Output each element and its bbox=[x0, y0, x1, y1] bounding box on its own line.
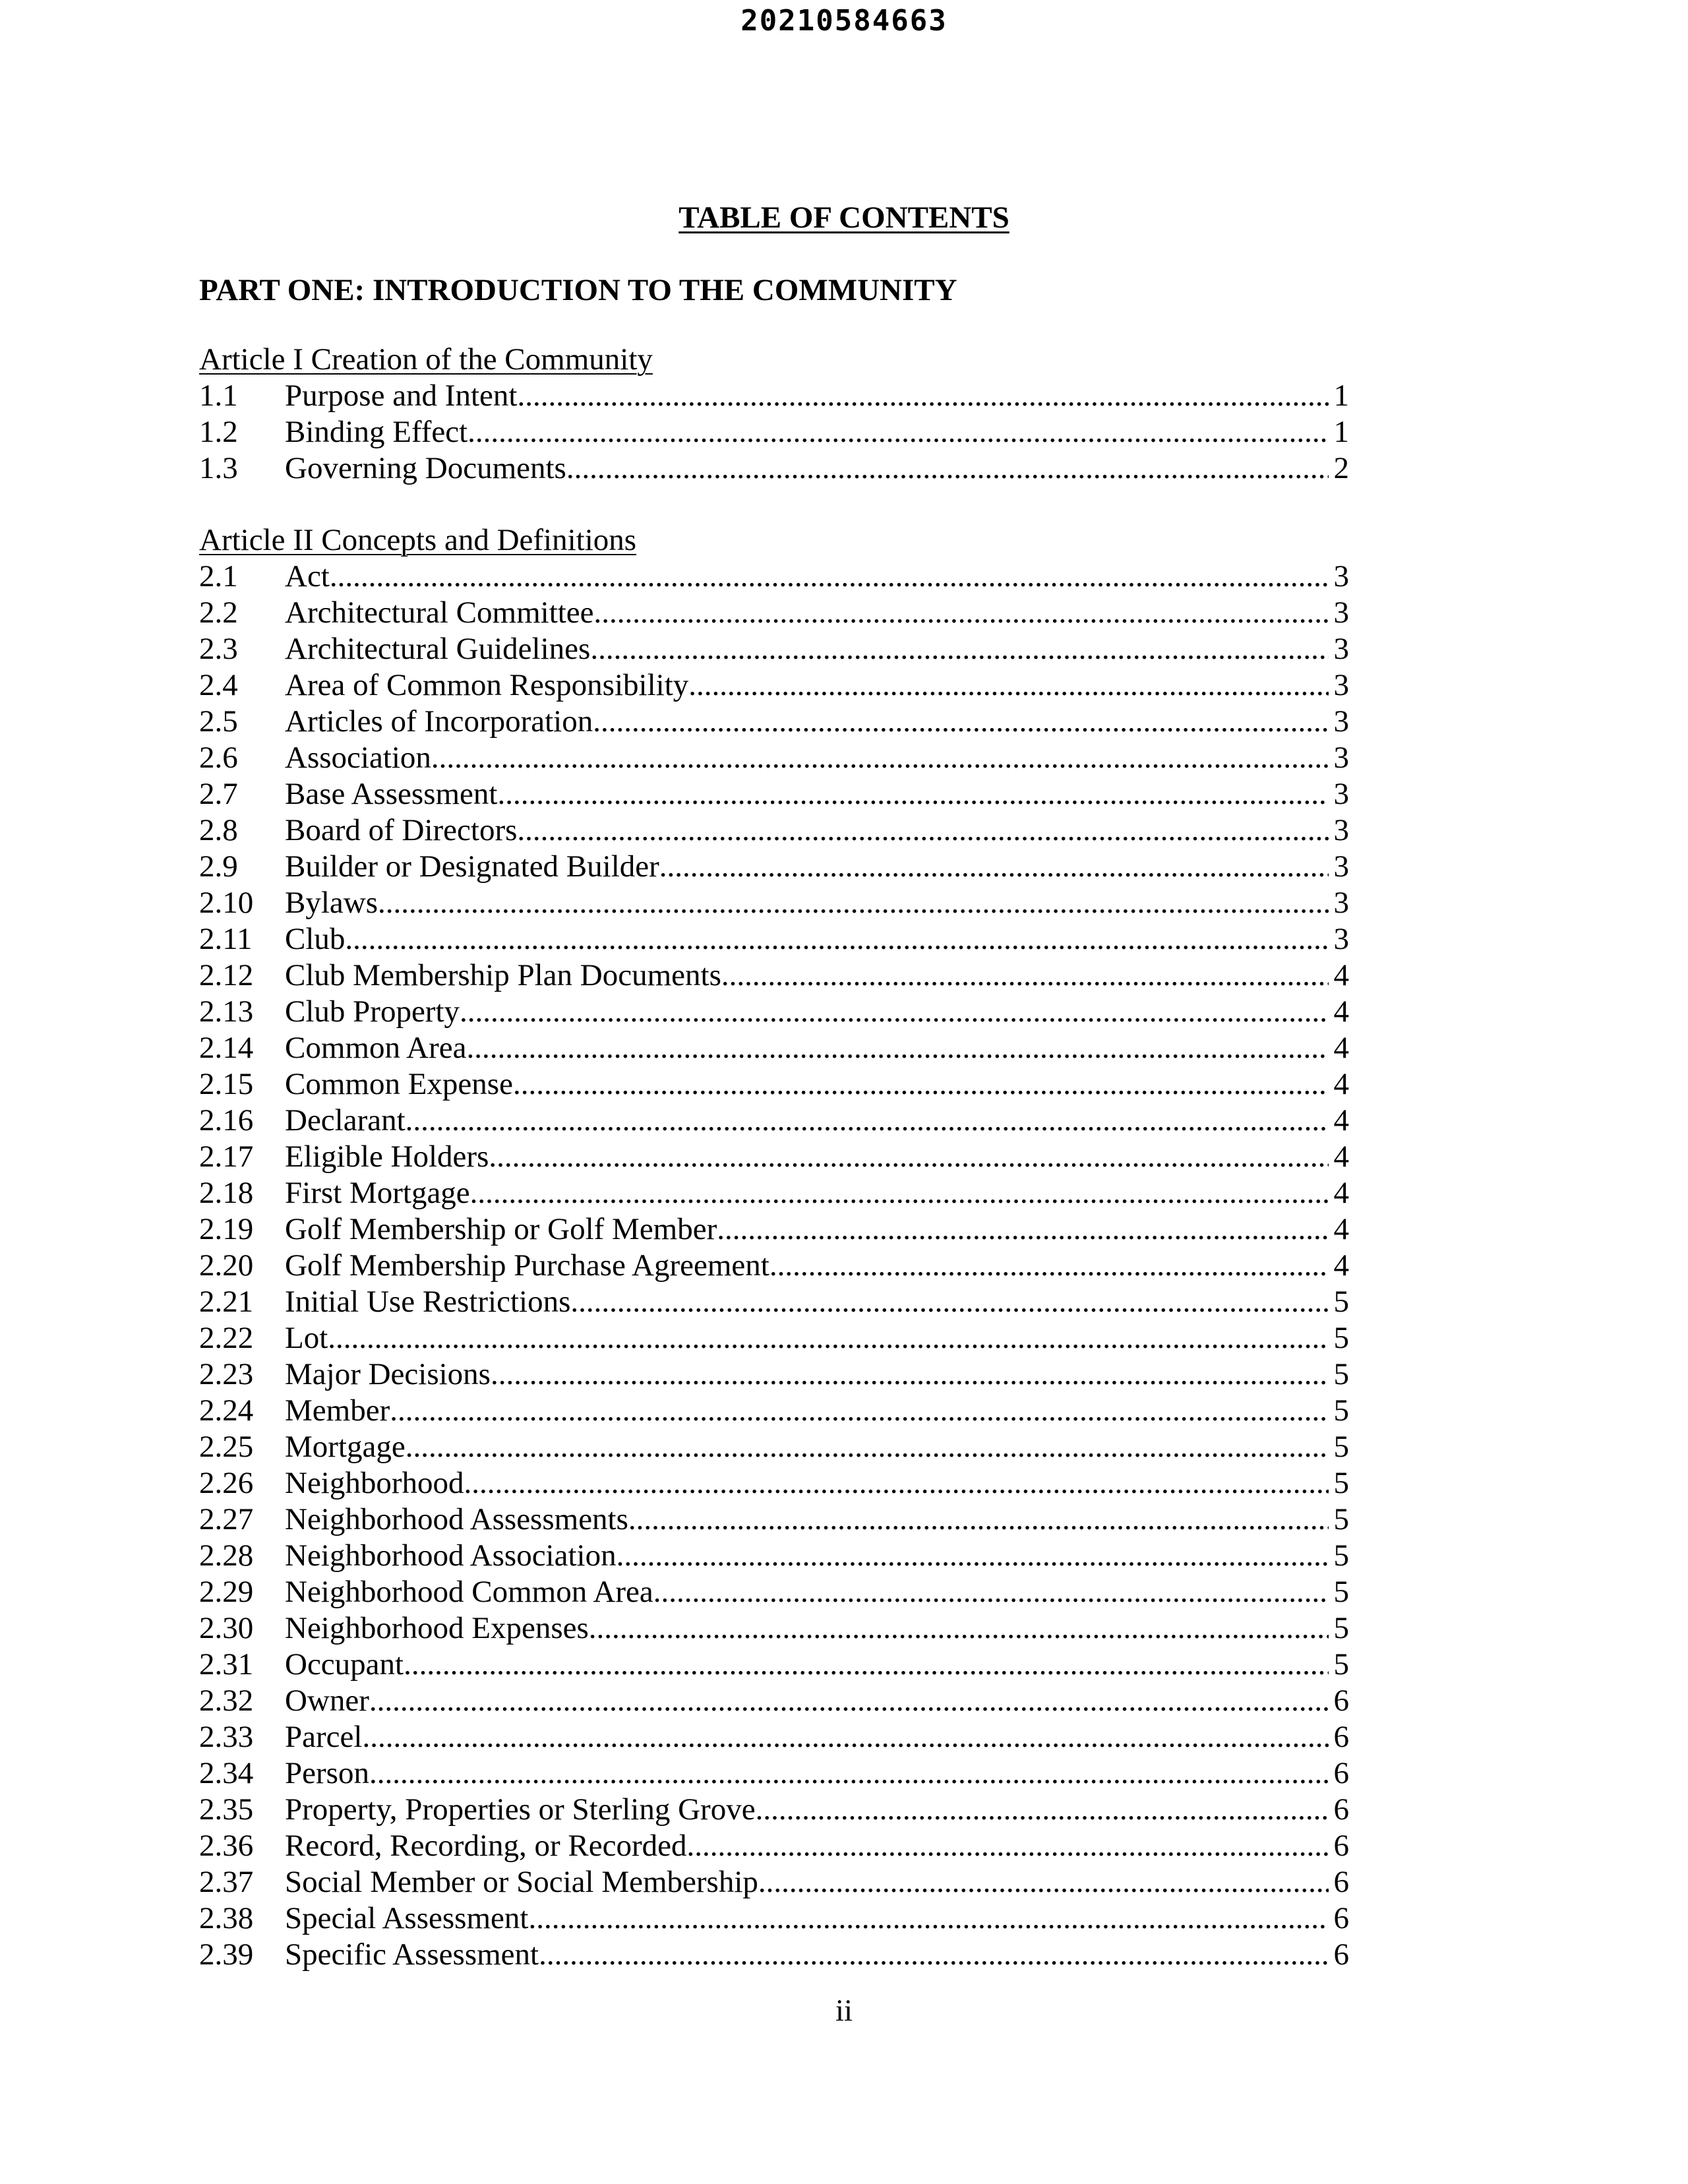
toc-entry bbox=[199, 1937, 1349, 1973]
toc-entry-title: Owner bbox=[285, 1684, 369, 1718]
toc-entry-number: 1.1 bbox=[199, 379, 238, 413]
toc-entry-title: Club bbox=[285, 922, 346, 956]
dot-leader bbox=[659, 849, 1329, 885]
toc-entry bbox=[199, 1465, 1349, 1502]
toc-entry-page: 3 bbox=[1333, 777, 1349, 811]
toc-entry-number: 2.9 bbox=[199, 849, 238, 884]
toc-entry-title: Parcel bbox=[285, 1720, 363, 1754]
toc-entry-page: 4 bbox=[1333, 1212, 1349, 1246]
toc-entry bbox=[199, 1211, 1349, 1248]
toc-entry-page: 5 bbox=[1333, 1575, 1349, 1609]
toc-entry-title: Property, Properties or Sterling Grove bbox=[285, 1792, 756, 1827]
toc-entry-title: Base Assessment bbox=[285, 777, 498, 811]
toc-entry-page: 5 bbox=[1333, 1611, 1349, 1645]
dot-leader bbox=[345, 921, 1328, 957]
dot-leader bbox=[390, 1393, 1328, 1429]
toc-entry-page: 6 bbox=[1333, 1865, 1349, 1899]
toc-entry-number: 2.6 bbox=[199, 741, 238, 775]
dot-leader bbox=[758, 1864, 1329, 1900]
toc-entry-title: Eligible Holders bbox=[285, 1139, 489, 1174]
toc-entry-page: 3 bbox=[1333, 632, 1349, 666]
toc-entry-number: 2.27 bbox=[199, 1502, 254, 1536]
toc-entry bbox=[199, 1502, 1349, 1538]
dot-leader bbox=[589, 1610, 1329, 1647]
toc-entry-number: 2.1 bbox=[199, 559, 238, 593]
dot-leader bbox=[566, 450, 1329, 487]
toc-entry bbox=[199, 1030, 1349, 1066]
toc-entry bbox=[199, 1429, 1349, 1465]
toc-entry bbox=[199, 631, 1349, 667]
dot-leader bbox=[362, 1719, 1328, 1755]
dot-leader bbox=[617, 1538, 1329, 1574]
toc-entry bbox=[199, 1248, 1349, 1284]
toc-entry-title: Architectural Guidelines bbox=[285, 632, 591, 666]
dot-leader bbox=[404, 1647, 1328, 1683]
toc-entry-page: 6 bbox=[1333, 1792, 1349, 1827]
toc-entry-number: 2.19 bbox=[199, 1212, 254, 1246]
dot-leader bbox=[513, 1066, 1329, 1103]
toc-entry-number: 2.23 bbox=[199, 1357, 254, 1391]
dot-leader bbox=[460, 994, 1328, 1030]
toc-entry-title: Builder or Designated Builder bbox=[285, 849, 659, 884]
toc-entry-title: Binding Effect bbox=[285, 415, 468, 449]
toc-entry bbox=[199, 849, 1349, 885]
toc-entry bbox=[199, 1139, 1349, 1175]
toc-entry bbox=[199, 1719, 1349, 1755]
toc-entry-number: 2.35 bbox=[199, 1792, 254, 1827]
toc-entry-page: 5 bbox=[1333, 1466, 1349, 1500]
page-number: ii bbox=[835, 1993, 853, 2028]
part-heading: PART ONE: INTRODUCTION TO THE COMMUNITY bbox=[199, 273, 957, 307]
toc-entry-page: 4 bbox=[1333, 1248, 1349, 1283]
toc-entry-number: 1.2 bbox=[199, 415, 238, 449]
toc-entry-number: 2.16 bbox=[199, 1103, 254, 1138]
toc-entry bbox=[199, 776, 1349, 812]
toc-entry-title: Neighborhood Assessments bbox=[285, 1502, 628, 1536]
dot-leader bbox=[769, 1248, 1329, 1284]
toc-entry-page: 1 bbox=[1333, 415, 1349, 449]
toc-entry-number: 2.5 bbox=[199, 704, 238, 739]
dot-leader bbox=[328, 1320, 1328, 1356]
toc-entry-title: Neighborhood bbox=[285, 1466, 464, 1500]
dot-leader bbox=[378, 885, 1329, 921]
toc-entry-number: 2.26 bbox=[199, 1466, 254, 1500]
dot-leader bbox=[466, 1030, 1328, 1066]
toc-entry-page: 3 bbox=[1333, 559, 1349, 593]
toc-entry-number: 2.31 bbox=[199, 1647, 254, 1682]
toc-entry-page: 5 bbox=[1333, 1321, 1349, 1355]
toc-entry-number: 2.10 bbox=[199, 886, 254, 920]
toc-entry bbox=[199, 450, 1349, 487]
toc-entry bbox=[199, 740, 1349, 776]
toc-entry-page: 5 bbox=[1333, 1538, 1349, 1573]
toc-entry-page: 4 bbox=[1333, 1139, 1349, 1174]
toc-entry-title: Purpose and Intent bbox=[285, 379, 518, 413]
toc-entry-page: 3 bbox=[1333, 595, 1349, 630]
toc-entry-page: 6 bbox=[1333, 1901, 1349, 1935]
toc-entry-number: 2.29 bbox=[199, 1575, 254, 1609]
toc-entry-title: Golf Membership Purchase Agreement bbox=[285, 1248, 769, 1283]
dot-leader bbox=[653, 1574, 1329, 1610]
toc-entry-number: 2.7 bbox=[199, 777, 238, 811]
toc-entry bbox=[199, 1066, 1349, 1103]
toc-entry-title: First Mortgage bbox=[285, 1176, 470, 1210]
toc-entry-title: Initial Use Restrictions bbox=[285, 1285, 571, 1319]
toc-entry-title: Social Member or Social Membership bbox=[285, 1865, 758, 1899]
toc-entry bbox=[199, 378, 1349, 414]
toc-entry-number: 2.13 bbox=[199, 994, 254, 1029]
toc-entry bbox=[199, 1175, 1349, 1211]
toc-title: TABLE OF CONTENTS bbox=[678, 200, 1010, 235]
toc-entry-number: 2.20 bbox=[199, 1248, 254, 1283]
toc-entry-number: 2.3 bbox=[199, 632, 238, 666]
toc-entry-number: 2.21 bbox=[199, 1285, 254, 1319]
dot-leader bbox=[431, 740, 1329, 776]
toc-entry-number: 2.34 bbox=[199, 1756, 254, 1790]
toc-entry-page: 6 bbox=[1333, 1756, 1349, 1790]
toc-entry-page: 4 bbox=[1333, 1067, 1349, 1101]
toc-entry-page: 4 bbox=[1333, 1103, 1349, 1138]
toc-entry-title: Neighborhood Association bbox=[285, 1538, 617, 1573]
toc-entry bbox=[199, 414, 1349, 450]
dot-leader bbox=[470, 1175, 1329, 1211]
toc-entry-page: 6 bbox=[1333, 1937, 1349, 1972]
toc-entry-number: 1.3 bbox=[199, 451, 238, 485]
toc-entry bbox=[199, 885, 1349, 921]
toc-entry-number: 2.32 bbox=[199, 1684, 254, 1718]
toc-entry-page: 3 bbox=[1333, 886, 1349, 920]
toc-entry bbox=[199, 1864, 1349, 1900]
toc-entry-number: 2.12 bbox=[199, 958, 254, 992]
toc-entry-title: Occupant bbox=[285, 1647, 404, 1682]
article-heading: Article II Concepts and Definitions bbox=[199, 523, 637, 557]
dot-leader bbox=[628, 1502, 1329, 1538]
toc-entry bbox=[199, 1356, 1349, 1393]
toc-entry-page: 5 bbox=[1333, 1430, 1349, 1464]
toc-entry-number: 2.17 bbox=[199, 1139, 254, 1174]
toc-entry bbox=[199, 994, 1349, 1030]
dot-leader bbox=[406, 1103, 1329, 1139]
toc-entry-number: 2.18 bbox=[199, 1176, 254, 1210]
toc-entry bbox=[199, 1792, 1349, 1828]
toc-entry-title: Club Property bbox=[285, 994, 460, 1029]
dot-leader bbox=[590, 631, 1328, 667]
toc-entry bbox=[199, 1755, 1349, 1792]
dot-leader bbox=[570, 1284, 1328, 1320]
toc-entry-title: Club Membership Plan Documents bbox=[285, 958, 721, 992]
dot-leader bbox=[593, 704, 1328, 740]
toc-entry-title: Golf Membership or Golf Member bbox=[285, 1212, 717, 1246]
toc-entry bbox=[199, 1683, 1349, 1719]
dot-leader bbox=[489, 1139, 1328, 1175]
toc-entry-title: Bylaws bbox=[285, 886, 378, 920]
toc-entry-title: Special Assessment bbox=[285, 1901, 529, 1935]
toc-entry-page: 5 bbox=[1333, 1647, 1349, 1682]
toc-entry bbox=[199, 1900, 1349, 1937]
dot-leader bbox=[497, 776, 1328, 812]
toc-entry-number: 2.30 bbox=[199, 1611, 254, 1645]
toc-entry-number: 2.22 bbox=[199, 1321, 254, 1355]
article-heading: Article I Creation of the Community bbox=[199, 342, 653, 377]
dot-leader bbox=[688, 667, 1328, 704]
toc-entry-title: Member bbox=[285, 1393, 390, 1428]
toc-entry-number: 2.39 bbox=[199, 1937, 254, 1972]
toc-entry-title: Neighborhood Expenses bbox=[285, 1611, 589, 1645]
toc-entry-page: 4 bbox=[1333, 1031, 1349, 1065]
toc-entry-number: 2.33 bbox=[199, 1720, 254, 1754]
toc-list bbox=[199, 378, 1349, 487]
dot-leader bbox=[369, 1683, 1329, 1719]
toc-list bbox=[199, 559, 1349, 1973]
toc-entry-page: 1 bbox=[1333, 379, 1349, 413]
document-number: 20210584663 bbox=[740, 4, 948, 38]
toc-entry-number: 2.14 bbox=[199, 1031, 254, 1065]
dot-leader bbox=[464, 1465, 1329, 1502]
toc-entry-title: Act bbox=[285, 559, 330, 593]
toc-entry-number: 2.28 bbox=[199, 1538, 254, 1573]
toc-entry bbox=[199, 1647, 1349, 1683]
toc-entry-title: Common Expense bbox=[285, 1067, 513, 1101]
toc-entry-number: 2.15 bbox=[199, 1067, 254, 1101]
toc-entry-number: 2.36 bbox=[199, 1829, 254, 1863]
toc-entry bbox=[199, 1320, 1349, 1356]
dot-leader bbox=[406, 1429, 1329, 1465]
toc-entry bbox=[199, 559, 1349, 595]
toc-entry-page: 5 bbox=[1333, 1285, 1349, 1319]
toc-entry-title: Neighborhood Common Area bbox=[285, 1575, 653, 1609]
toc-entry-title: Common Area bbox=[285, 1031, 467, 1065]
toc-entry-number: 2.37 bbox=[199, 1865, 254, 1899]
toc-entry-page: 3 bbox=[1333, 813, 1349, 847]
toc-entry-page: 3 bbox=[1333, 704, 1349, 739]
toc-entry-title: Board of Directors bbox=[285, 813, 518, 847]
toc-entry-page: 3 bbox=[1333, 922, 1349, 956]
toc-entry-page: 4 bbox=[1333, 1176, 1349, 1210]
toc-entry-title: Mortgage bbox=[285, 1430, 406, 1464]
dot-leader bbox=[369, 1755, 1329, 1792]
toc-entry bbox=[199, 1828, 1349, 1864]
toc-entry-number: 2.2 bbox=[199, 595, 238, 630]
toc-entry-number: 2.11 bbox=[199, 922, 253, 956]
toc-entry-title: Association bbox=[285, 741, 431, 775]
toc-entry-title: Major Decisions bbox=[285, 1357, 491, 1391]
toc-entry-title: Record, Recording, or Recorded bbox=[285, 1829, 687, 1863]
toc-entry-page: 3 bbox=[1333, 668, 1349, 702]
toc-entry-title: Articles of Incorporation bbox=[285, 704, 593, 739]
dot-leader bbox=[721, 957, 1329, 994]
toc-entry bbox=[199, 595, 1349, 631]
toc-entry-page: 6 bbox=[1333, 1829, 1349, 1863]
dot-leader bbox=[594, 595, 1329, 631]
toc-entry-title: Governing Documents bbox=[285, 451, 566, 485]
dot-leader bbox=[517, 812, 1328, 849]
toc-entry-page: 4 bbox=[1333, 994, 1349, 1029]
toc-entry bbox=[199, 1103, 1349, 1139]
toc-entry bbox=[199, 957, 1349, 994]
toc-entry-page: 2 bbox=[1333, 451, 1349, 485]
toc-entry-page: 5 bbox=[1333, 1502, 1349, 1536]
dot-leader bbox=[491, 1356, 1329, 1393]
toc-entry-title: Specific Assessment bbox=[285, 1937, 539, 1972]
toc-entry bbox=[199, 1610, 1349, 1647]
toc-entry-title: Declarant bbox=[285, 1103, 406, 1138]
toc-entry-number: 2.25 bbox=[199, 1430, 254, 1464]
toc-entry-number: 2.38 bbox=[199, 1901, 254, 1935]
toc-entry-number: 2.8 bbox=[199, 813, 238, 847]
dot-leader bbox=[528, 1900, 1328, 1937]
toc-entry-number: 2.4 bbox=[199, 668, 238, 702]
toc-entry-page: 5 bbox=[1333, 1357, 1349, 1391]
toc-entry bbox=[199, 704, 1349, 740]
dot-leader bbox=[517, 378, 1328, 414]
toc-entry-title: Area of Common Responsibility bbox=[285, 668, 689, 702]
toc-entry-page: 3 bbox=[1333, 741, 1349, 775]
toc-entry-title: Person bbox=[285, 1756, 369, 1790]
toc-entry-page: 3 bbox=[1333, 849, 1349, 884]
toc-entry bbox=[199, 1538, 1349, 1574]
toc-entry bbox=[199, 812, 1349, 849]
toc-entry-number: 2.24 bbox=[199, 1393, 254, 1428]
toc-entry bbox=[199, 1284, 1349, 1320]
toc-entry bbox=[199, 667, 1349, 704]
toc-entry-title: Lot bbox=[285, 1321, 328, 1355]
dot-leader bbox=[467, 414, 1328, 450]
dot-leader bbox=[330, 559, 1329, 595]
toc-entry bbox=[199, 1393, 1349, 1429]
toc-entry-title: Architectural Committee bbox=[285, 595, 594, 630]
toc-entry-page: 4 bbox=[1333, 958, 1349, 992]
toc-entry-page: 6 bbox=[1333, 1684, 1349, 1718]
toc-entry-page: 6 bbox=[1333, 1720, 1349, 1754]
toc-entry-page: 5 bbox=[1333, 1393, 1349, 1428]
toc-entry bbox=[199, 1574, 1349, 1610]
dot-leader bbox=[717, 1211, 1328, 1248]
dot-leader bbox=[539, 1937, 1328, 1973]
dot-leader bbox=[756, 1792, 1329, 1828]
dot-leader bbox=[687, 1828, 1329, 1864]
toc-entry bbox=[199, 921, 1349, 957]
